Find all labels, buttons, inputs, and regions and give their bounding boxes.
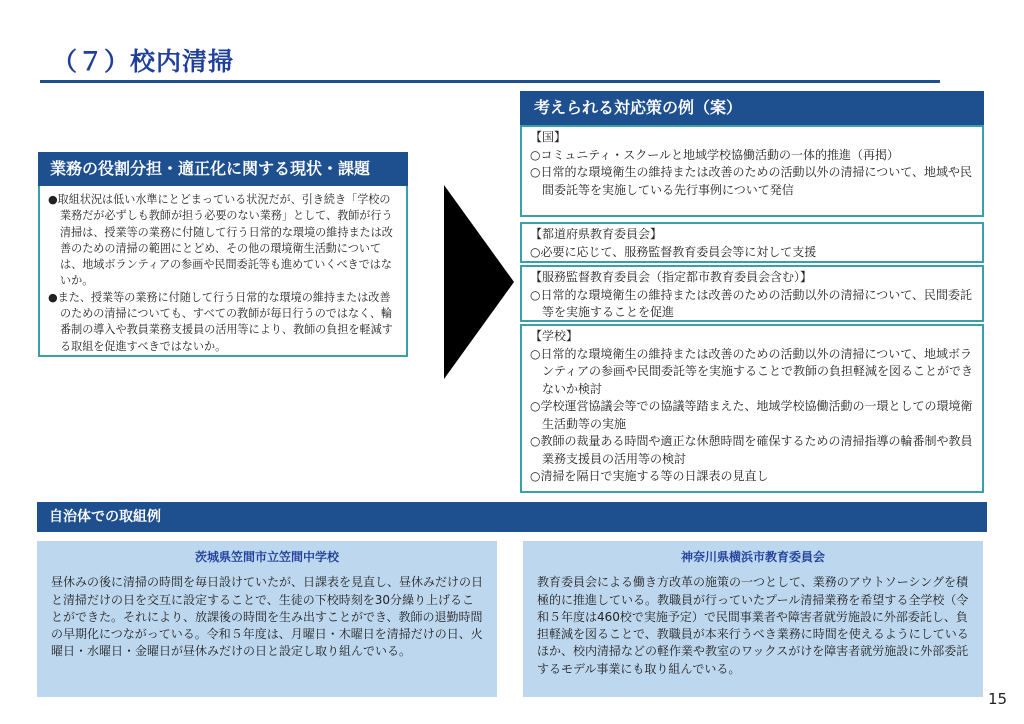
current-issues-box xyxy=(38,186,408,357)
page-title: （７）校内清掃 xyxy=(52,47,235,76)
box-item: ○日常的な環境衛生の維持または改善のための活動以外の清掃について、地域や民間委託等を実施している先行事例について発信 xyxy=(530,165,972,197)
box-heading: 【学校】 xyxy=(530,329,579,343)
countermeasure-box-supervisory-board xyxy=(520,265,984,322)
box-item: ○コミュニティ・スクールと地域学校協働活動の一体的推進（再掲） xyxy=(530,147,900,162)
countermeasure-box-national xyxy=(520,125,984,217)
right-arrow-icon xyxy=(444,185,514,379)
countermeasure-box-prefecture xyxy=(520,222,984,263)
issue-bullet: ●また、授業等の業務に付随して行う日常的な環境の維持または改善のための清掃についても、すべての教師が毎日行うのではなく、輪番制の導入や教員業務支援員の活用等により、教師の負担を軽減する取組を促進すべきではないか。 xyxy=(48,290,393,353)
box-item: ○必要に応じて、服務監督教育委員会等に対して支援 xyxy=(530,244,817,259)
issue-bullet: ●取組状況は低い水準にとどまっている状況だが、引き続き「学校の業務だが必ずしも教師が担う必要のない業務」として、教師が行う清掃は、授業等の業務に付随して行う日常的な環境の維持または改善のための清掃の範囲にとどめ、その他の環境衛生活動については、地域ボランティアの参画や民間委託等も進めていくべきではないか。 xyxy=(48,193,393,288)
example-card-kasama xyxy=(37,541,497,697)
countermeasure-box-school xyxy=(520,324,984,493)
title-divider xyxy=(40,80,940,83)
current-issues-header: 業務の役割分担・適正化に関する現状・課題 xyxy=(38,152,408,186)
example-body: 教育委員会による働き方改革の施策の一つとして、業務のアウトソーシングを積極的に推進している。教職員が行っていたプール清掃業務を希望する全学校（令和５年度は460校で実施予定）で民間事業者や障害者就労施設に外部委託し、負担軽減を図ることで、教職員が本来行うべき業務に時間を使えるようにしているほか、校内清掃などの軽作業や教室のワックスがけを障害者就労施設に外部委託するモデル事業にも取り組んでいる。 xyxy=(537,575,969,676)
box-heading: 【国】 xyxy=(530,130,567,144)
example-body: 昼休みの後に清掃の時間を毎日設けていたが、日課表を見直し、昼休みだけの日と清掃だけの日を交互に設定することで、生徒の下校時刻を30分繰り上げることができた。それにより、放課後の時間を生み出すことができ、教師の退勤時間の早期化につながっている。令和５年度は、月曜日・木曜日を清掃だけの日、火曜日・水曜日・金曜日が昼休みだけの日と設定し取り組んでいる。 xyxy=(51,575,484,659)
box-item: ○学校運営協議会等での協議等踏まえた、地域学校協働活動の一環としての環境衛生活動等の実施 xyxy=(530,399,973,431)
example-title: 神奈川県横浜市教育委員会 xyxy=(680,550,825,564)
box-item: ○教師の裁量ある時間や適正な休憩時間を確保するための清掃指導の輪番制や教員業務支援員の活用等の検討 xyxy=(530,434,973,466)
box-heading: 【都道府県教育委員会】 xyxy=(530,227,663,241)
example-card-yokohama xyxy=(523,541,983,697)
box-heading: 【服務監督教育委員会（指定都市教育委員会含む）】 xyxy=(530,270,813,284)
example-title: 茨城県笠間市立笠間中学校 xyxy=(194,550,339,564)
box-item: ○清掃を隔日で実施する等の日課表の見直し xyxy=(530,469,769,483)
page-number: 15 xyxy=(988,690,1008,708)
countermeasures-header: 考えられる対応策の例（案） xyxy=(520,91,984,125)
examples-header: 自治体での取組例 xyxy=(37,502,987,532)
box-item: ○日常的な環境衛生の維持または改善のための活動以外の清掃について、地域ボランティアの参画や民間委託等を実施することで教師の負担軽減を図ることができないか検討 xyxy=(530,346,974,396)
box-item: ○日常的な環境衛生の維持または改善のための活動以外の清掃について、民間委託等を実施することを促進 xyxy=(530,287,972,319)
